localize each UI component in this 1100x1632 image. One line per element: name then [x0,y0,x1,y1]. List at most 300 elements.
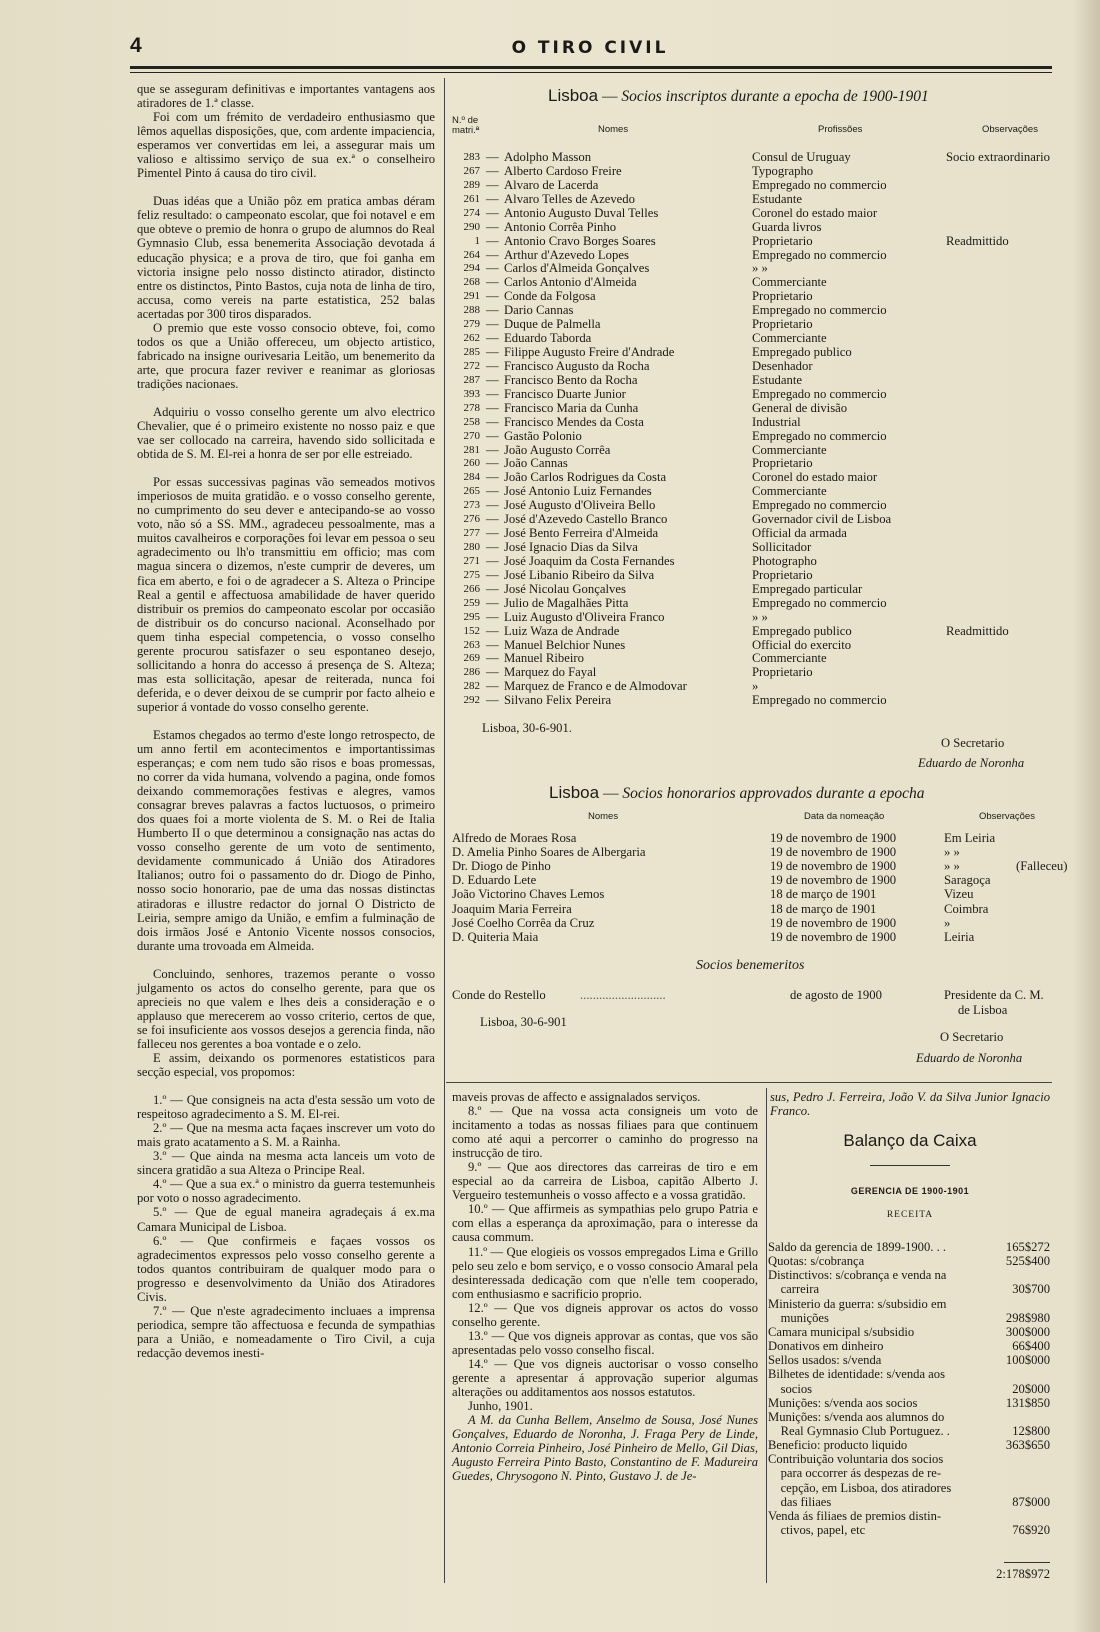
balance-row [768,1396,1050,1410]
honorary-observation: » » [944,859,960,874]
left-paragraph: O premio que este vosso consocio obteve, foi, como todos os que a União offereceu, um objecto artistico, fabricado na insigne ourivesaria Leitão, um benemerito da arte, que procura fazer reviver e reanimar as gloriosas tradições nacionaes. [137,320,435,391]
balance-description: Saldo da gerencia de 1899-1900. . . [768,1240,947,1254]
honorary-observation: Em Leiria [944,831,996,845]
middle-paragraph: A M. da Cunha Bellem, Anselmo de Sousa, José Nunes Gonçalves, Eduardo de Noronha, J. Fraga Pery de Linde, Antonio Correia Pinheiro, José Pinheiro de Mello, Gil Dias, Augusto Ferreira Pinto Basto, Constantino de F. Madureira Guedes, Chrysogono N. Pinto, Gustavo J. de Je- [452,1413,758,1484]
member-row [456,275,1050,289]
member-name: José d'Azevedo Castello Branco [504,512,668,527]
member-profession: Proprietario [752,665,813,680]
member-number: 270 [463,429,480,442]
honorary-name: Dr. Diogo de Pinho [452,859,551,874]
member-profession: Proprietario [752,317,813,332]
member-dash: — [486,233,499,248]
balance-amount: 525$400 [1005,1254,1050,1269]
member-dash: — [486,400,499,415]
column-divider-lower [766,1088,767,1583]
member-number: 278 [463,401,480,414]
member-number: 287 [463,373,480,386]
member-row [456,470,1050,484]
balance-amount: 12$800 [1012,1423,1050,1438]
total-rule [1004,1562,1050,1563]
member-number: 272 [463,359,480,372]
member-row [456,303,1050,317]
honorary-date: 18 de março de 1901 [770,887,877,902]
member-name: Filippe Augusto Freire d'Andrade [504,345,675,360]
balance-amount: 363$650 [1005,1438,1050,1453]
member-profession: Empregado no commercio [752,595,887,610]
member-dash: — [486,637,499,652]
member-number: 292 [463,694,480,707]
member-profession: Empregado publico [752,623,852,638]
member-dash: — [486,345,499,360]
balance-title: Balanço da Caixa [843,1131,977,1150]
member-dash: — [486,247,499,262]
member-dash: — [486,275,499,290]
member-name: Luiz Augusto d'Oliveira Franco [504,609,665,624]
member-profession: Commerciante [752,651,827,666]
balance-description: Munições: s/venda aos socios [768,1395,918,1410]
balance-amount: 66$400 [1012,1339,1050,1354]
member-profession: Empregado no commercio [752,428,887,443]
header-rule-thin [130,72,1052,73]
member-dash: — [486,526,499,541]
balance-row [768,1424,1050,1438]
member-dash: — [486,358,499,373]
member-row [456,401,1050,415]
member-row [456,178,1050,192]
member-dash: — [486,470,499,485]
member-name: Gastão Polonio [504,428,582,443]
member-profession: Coronel do estado maior [752,470,878,485]
member-number: 262 [463,332,480,345]
member-name: José Nicolau Gonçalves [504,581,626,596]
member-row [456,289,1050,303]
member-profession: Empregado no commercio [752,247,887,262]
balance-amount: 87$000 [1012,1494,1050,1509]
balance-row [768,1410,1050,1424]
member-profession: Governador civil de Lisboa [752,512,892,527]
benemerito-obs-1: Presidente da C. M. [944,988,1044,1002]
signatories-end: sus, Pedro J. Ferreira, João V. da Silva Junior Ignacio Franco. [770,1090,1050,1119]
middle-text-column [452,1090,758,1483]
member-dash: — [486,484,499,499]
member-profession: Desenhador [752,358,813,373]
member-row [456,554,1050,568]
honorary-row [452,831,1050,845]
member-row [456,693,1050,707]
balance-row [768,1438,1050,1452]
member-name: Francisco Maria da Cunha [504,400,639,415]
balance-title-rule [870,1165,950,1166]
member-profession: Empregado particular [752,581,863,596]
member-dash: — [486,219,499,234]
honorary-observation: Leiria [944,929,975,944]
member-number: 282 [463,680,480,693]
middle-paragraph: maveis provas de affecto e assignalados serviços. [452,1090,701,1104]
member-profession: » » [752,609,768,624]
member-number: 275 [463,568,480,581]
left-paragraph: 6.º — Que confirmeis e façaes vossos os agradecimentos expressos pelo vosso conselho gerente a todos quantos contribuiram de qualquer modo para o progresso e desenvolvimento da União dos Atiradores Civis. [137,1233,435,1304]
balance-amount: 165$272 [1005,1240,1050,1254]
honorary-date: 19 de novembro de 1900 [770,915,897,930]
middle-paragraph: Junho, 1901. [468,1399,533,1414]
member-row [456,429,1050,443]
member-dash: — [486,150,499,164]
member-name: José Augusto d'Oliveira Bello [504,498,656,513]
member-profession: Typographo [752,163,814,178]
member-row [456,248,1050,262]
member-row [456,234,1050,248]
member-number: 280 [463,541,480,554]
member-name: Adolpho Masson [504,150,592,164]
member-row [456,443,1050,457]
col-header-observations: Observações [982,124,1038,135]
member-name: Manuel Belchior Nunes [504,637,626,652]
member-dash: — [486,177,499,192]
balance-description: Venda ás filiaes de premios distin- [768,1508,942,1523]
member-name: Antonio Corrêa Pinho [504,219,617,234]
member-name: Conde da Folgosa [504,289,596,304]
member-row [456,498,1050,512]
balance-description: socios [768,1381,813,1396]
middle-paragraph: 8.º — Que na vossa acta consigneis um voto de incitamento a todas as nossas filiaes para que continuem como até aqui a percorrer o caminho do progresso na instrucção de tiro. [452,1104,758,1161]
balance-row [768,1325,1050,1339]
balance-description: Ministerio da guerra: s/subsidio em [768,1296,947,1311]
balance-description: ctivos, papel, etc [768,1523,866,1537]
balance-row [768,1466,1050,1480]
balance-row [768,1311,1050,1325]
balance-row [768,1297,1050,1311]
honorarios-title: Lisboa — Socios honorarios approvados durante a epocha [549,783,925,802]
left-paragraph: 5.º — Que de egual maneira agradeçais á ex.ma Camara Municipal de Lisboa. [137,1205,435,1234]
page-edge-shadow [1072,0,1100,1632]
balance-row [768,1282,1050,1296]
member-row [456,540,1050,554]
member-row [456,192,1050,206]
member-observation: Readmittido [946,623,1009,638]
middle-paragraph: 10.º — Que affirmeis as sympathias pelo grupo Patria e com ellas a esperança da aproximação, para o interesse da causa commum. [452,1202,758,1245]
balance-section: RECEITA [886,1210,934,1220]
left-paragraph: E assim, deixando os pormenores estatisticos para secção especial, vos propomos: [137,1051,435,1080]
balance-row [768,1382,1050,1396]
benemerito-date: de agosto de 1900 [790,988,882,1002]
member-row [456,261,1050,275]
balance-amount: 131$850 [1005,1395,1050,1410]
member-dash: — [486,665,499,680]
inscriptos-city: Lisboa [548,86,599,105]
benemerito-obs-2: de Lisboa [958,1003,1008,1017]
left-paragraph: que se asseguram definitivas e importantes vantagens aos atiradores de 1.ª classe. [137,82,435,111]
member-observation: Readmittido [946,233,1009,248]
member-number: 261 [463,192,480,205]
hon-col-header-observations: Observações [979,811,1035,822]
honorary-row [452,902,1050,916]
member-number: 274 [463,206,480,219]
member-profession: Empregado no commercio [752,386,887,401]
member-row [456,317,1050,331]
member-number: 294 [463,262,480,275]
member-name: Francisco Duarte Junior [504,386,626,401]
balance-row [768,1353,1050,1367]
col-header-professions: Profissões [818,124,863,135]
balance-amount: 100$000 [1005,1353,1050,1368]
balance-description: Camara municipal s/subsidio [768,1324,915,1339]
member-row [456,359,1050,373]
hon-col-header-names: Nomes [588,811,619,822]
member-name: José Antonio Luiz Fernandes [504,484,652,499]
member-name: José Bento Ferreira d'Almeida [504,526,659,541]
balance-description: Distinctivos: s/cobrança e venda na [768,1268,947,1283]
member-dash: — [486,289,499,304]
member-profession: Coronel do estado maior [752,205,878,220]
member-name: Arthur d'Azevedo Lopes [504,247,629,262]
member-profession: » » [752,261,768,276]
member-name: Julio de Magalhães Pitta [504,595,629,610]
left-paragraph: 1.º — Que consigneis na acta d'esta sessão um voto de respeitoso agradecimento a S. M. El-rei. [137,1093,435,1122]
balance-row [768,1240,1050,1254]
member-name: Francisco Mendes da Costa [504,414,644,429]
middle-paragraph: 12.º — Que vos digneis approvar os actos do vosso conselho gerente. [452,1300,758,1329]
left-paragraph: 2.º — Que na mesma acta façaes inscrever um voto do mais grato acatamento a S. M. a Rainha. [137,1121,435,1150]
member-row [456,456,1050,470]
member-name: Alvaro de Lacerda [504,177,599,192]
member-row [456,568,1050,582]
balance-description: Bilhetes de identidade: s/venda aos [768,1367,945,1382]
member-name: Dario Cannas [504,303,574,318]
left-paragraph: Estamos chegados ao termo d'este longo retrospecto, de um anno fertil em acontecimentos e importantissimas esperanças; e com nem tudo são risos e boas promessas, no correr da vida humana, volvendo a pagina, onde fomos deixando commemorações festivas e alegres, vamos consagrar breves palavras a factos luctuosos, o primeiro dos quaes foi a morte violenta de S. M. o Rei de Italia Humberto II o que determinou a consignação nas actas do vosso conselho gerente de um voto de sentimento, devidamente communicado á União dos Atiradores Italianos; outro foi o passamento do dr. Diogo de Pinho, nosso socio honorario, pae de uma das nossas distinctas atiradoras e illustre redactor do jornal O Districto de Leiria, sempre amigo da União, e emfim a fulminação de dois irmãos José e Antonio Vicente nossos consocios, durante uma trovoada em Almeida. [137,727,435,953]
honorary-observation: Saragoça [944,873,991,888]
balance-row [768,1268,1050,1282]
member-dash: — [486,414,499,429]
member-number: 290 [463,220,480,233]
member-number: 283 [463,151,480,163]
inscriptos-subtitle: Socios inscriptos durante a epocha de 1900-1901 [621,88,929,105]
member-profession: Commerciante [752,442,827,457]
honorarios-signature-title: O Secretario [940,1030,1004,1044]
member-number: 281 [463,443,480,456]
member-number: 271 [463,554,480,567]
member-name: Luiz Waza de Andrade [504,623,620,638]
member-row [456,484,1050,498]
member-row [456,512,1050,526]
balance-row [768,1367,1050,1381]
member-name: Alvaro Telles de Azevedo [504,191,635,206]
member-number: 152 [463,624,480,637]
balance-description: Munições: s/venda aos alumnos do [768,1409,945,1424]
member-name: Carlos Antonio d'Almeida [504,275,637,290]
right-text-column [770,1090,1050,1118]
balance-row [768,1523,1050,1537]
member-row [456,206,1050,220]
member-number: 260 [463,457,480,470]
member-profession: Proprietario [752,233,813,248]
left-paragraph: 4.º — Que a sua ex.ª o ministro da guerra testemunheis por voto o nosso agradecimento. [137,1177,435,1206]
member-dash: — [486,331,499,346]
honorary-date: 18 de março de 1901 [770,901,877,916]
honorary-extra: (Falleceu) [1016,859,1068,874]
honorarios-subtitle: Socios honorarios approvados durante a epocha [622,785,925,802]
member-name: Marquez de Franco e de Almodovar [504,679,687,694]
left-text-column [137,82,435,1360]
honorary-name: João Victorino Chaves Lemos [452,887,605,902]
member-dash: — [486,553,499,568]
member-number: 269 [463,652,480,665]
honorary-row [452,916,1050,930]
member-dash: — [486,163,499,178]
balance-description: das filiaes [768,1494,832,1509]
member-name: Francisco Augusto da Rocha [504,358,650,373]
middle-paragraph: 14.º — Que vos digneis auctorisar o vosso conselho gerente a apresentar á approvação superior algumas alterações ou additamentos aos nossos estatutos. [452,1356,758,1399]
member-profession: Guarda livros [752,219,822,234]
member-profession: General de divisão [752,400,848,415]
honorary-observation: » [944,915,951,930]
honorary-observation: Coimbra [944,901,989,916]
member-profession: Industrial [752,414,801,429]
balance-row [768,1495,1050,1509]
honorary-date: 19 de novembro de 1900 [770,859,897,874]
honorary-date: 19 de novembro de 1900 [770,831,897,845]
balance-total: 2:178$972 [996,1567,1050,1581]
member-row [456,415,1050,429]
member-name: Alberto Cardoso Freire [504,163,622,178]
member-name: Francisco Bento da Rocha [504,372,638,387]
left-paragraph: 3.º — Que ainda na mesma acta lanceis um voto de sincera gratidão a sua Alteza o Principe Real. [137,1149,435,1178]
member-dash: — [486,317,499,332]
member-name: João Carlos Rodrigues da Costa [504,470,667,485]
member-number: 288 [463,304,480,317]
left-paragraph: Por essas successivas paginas vão semeados motivos imperiosos de muita gratidão. e o vosso conselho gerente, no cumprimento do seu dever e antecipando-se ao vosso voto, não só a SS. MM., agradeceu pessoalmente, mas a muitos cavalheiros e corporações foi levar em pessoa o seu agradecimento ou lh'o transmittiu em officio; mas com magua sincera o dizemos, n'este cumprir de deveres, um fica em aberto, e foi o de agradecer a S. Alteza o Principe Real a gentil e affectuosa amabilidade de haver querido distribuir os premios do campeonato escolar por occasião de distribuir os do concurso nacional. Aconselhado por quem tinha especial competencia, o vosso conselho gerente procurou satisfazer o seu espontaneo desejo, sollicitando a honra do accesso á presença de S. Alteza; mas esta sollicitação, apesar de reiterada, nunca foi deferida, e o dever deixou de se cumprir por facto alheio e superior á vontade do vosso conselho gerente. [137,475,435,714]
balance-description: Contribuição voluntaria dos socios [768,1452,944,1467]
member-number: 284 [463,471,480,484]
member-dash: — [486,205,499,220]
member-dash: — [486,595,499,610]
balance-description: carreira [768,1282,820,1297]
middle-paragraph: 9.º — Que aos directores das carreiras de tiro e em especial ao da carreira de Lisboa, capitão Alberto J. Vergueiro testemunheis o vosso affecto e a vossa gratidão. [452,1160,758,1203]
member-profession: Empregado no commercio [752,177,887,192]
member-dash: — [486,261,499,276]
inscriptos-place-date: Lisboa, 30-6-901. [482,721,572,735]
balance-amount: 20$000 [1012,1381,1050,1396]
honorary-name: Alfredo de Moraes Rosa [452,831,577,845]
member-name: Eduardo Taborda [504,331,592,346]
member-row [456,638,1050,652]
member-dash: — [486,609,499,624]
member-dash: — [486,693,499,708]
member-profession: Commerciante [752,275,827,290]
member-row [456,665,1050,679]
balance-row [768,1452,1050,1466]
inscriptos-title: Lisboa — Socios inscriptos durante a epocha de 1900-1901 [548,86,929,105]
member-name: Antonio Augusto Duval Telles [504,205,659,220]
member-row [456,220,1050,234]
member-row [456,624,1050,638]
member-number: 393 [463,387,480,400]
member-row [456,331,1050,345]
benemerito-row [452,988,942,1002]
member-profession: Sollicitador [752,540,812,555]
member-name: João Cannas [504,456,568,471]
member-profession: Commerciante [752,331,827,346]
benemeritos-title: Socios benemeritos [696,958,805,973]
honorary-name: Joaquim Maria Ferreira [452,901,572,916]
col-header-num: N.º de matri.ª [452,115,480,136]
honorary-observation: Vizeu [944,887,974,902]
journal-title: O TIRO CIVIL [511,38,669,58]
left-paragraph: Adquiriu o vosso conselho gerente um alvo electrico Chevalier, que é o primeiro existente no nosso paiz e que vae ser collocado na carreira, havendo sido sollicitada e obtida de S. M. El-rei a honra de ser por elle estreiado. [137,404,435,462]
balance-description: Real Gymnasio Club Portuguez. . [768,1423,950,1438]
member-name: Manuel Ribeiro [504,651,584,666]
hon-col-header-date: Data da nomeação [804,811,885,822]
member-number: 259 [463,596,480,609]
member-profession: Empregado no commercio [752,498,887,513]
inscriptos-signature-name: Eduardo de Noronha [918,756,1025,770]
member-dash: — [486,679,499,694]
honorary-observation: » » [944,845,960,860]
member-row [456,526,1050,540]
honorarios-city: Lisboa [549,783,600,802]
section-divider [446,1082,1052,1083]
left-paragraph: 7.º — Que n'este agradecimento incluaes a imprensa periodica, sempre tão affectuosa e fecunda de sympathias para a União, e nomeadamente o Tiro Civil, a cuja redacção devemos inesti- [137,1303,435,1360]
member-number: 263 [463,638,480,651]
member-name: Duque de Palmella [504,317,601,332]
left-paragraph: Duas idéas que a União pôz em pratica ambas déram feliz resultado: o campeonato escolar, que foi notavel e em que obteve o premio de honra o grupo de alumnos do Real Gymnasio Club, essa benemerita Associação devotada á educação physica; e a prova de tiro, que foi ganha em victoria insigne pelo nosso distincto atirador, distincto entre os distinctos, Pinto Bastos, cuja nota de linha de tiro, accusa, como vereis na parte estatistica, 252 balas acertadas por 300 tiros disparados. [137,194,435,321]
member-row [456,610,1050,624]
balance-row [768,1481,1050,1495]
member-row [456,373,1050,387]
honorary-row [452,873,1050,887]
honorary-date: 19 de novembro de 1900 [770,929,897,944]
member-dash: — [486,540,499,555]
member-number: 295 [463,610,480,623]
honorarios-signature-name: Eduardo de Noronha [916,1051,1023,1065]
member-number: 1 [474,234,480,247]
honorary-date: 19 de novembro de 1900 [770,845,897,860]
member-number: 286 [463,666,480,679]
member-name: Silvano Felix Pereira [504,693,612,708]
member-dash: — [486,386,499,401]
left-paragraph: Foi com um frémito de verdadeiro enthusiasmo que lêmos aquellas disposições, que, com ardente impaciencia, esperamos ver convertidas em lei, a assegurar mais um valioso e altissimo serviço de sua ex.ª o conselheiro Pimentel Pinto á causa do tiro civil. [137,110,435,181]
column-divider [444,78,445,1583]
member-dash: — [486,581,499,596]
page-number: 4 [130,34,142,57]
member-row [456,164,1050,178]
member-profession: Empregado publico [752,345,852,360]
honorary-date: 19 de novembro de 1900 [770,873,897,888]
member-row [456,150,1050,164]
balance-description: Sellos usados: s/venda [768,1353,882,1368]
balance-description: para occorrer ás despezas de re- [768,1466,942,1481]
member-number: 264 [463,248,480,261]
member-profession: Photographo [752,553,817,568]
member-profession: Official da armada [752,526,847,541]
member-dash: — [486,498,499,513]
member-dash: — [486,372,499,387]
balance-amount: 298$980 [1005,1310,1050,1325]
member-profession: Empregado no commercio [752,693,887,708]
member-profession: Estudante [752,372,803,387]
member-number: 265 [463,485,480,498]
member-row [456,345,1050,359]
member-number: 291 [463,290,480,303]
member-dash: — [486,567,499,582]
member-profession: Proprietario [752,567,813,582]
member-profession: » [752,679,759,694]
honorarios-place-date: Lisboa, 30-6-901 [480,1015,567,1029]
balance-amount: 300$000 [1005,1324,1050,1339]
honorary-row [452,930,1050,944]
inscriptos-signature-title: O Secretario [941,736,1005,750]
balance-description: Quotas: s/cobrança [768,1254,865,1269]
member-name: José Ignacio Dias da Silva [504,540,638,555]
